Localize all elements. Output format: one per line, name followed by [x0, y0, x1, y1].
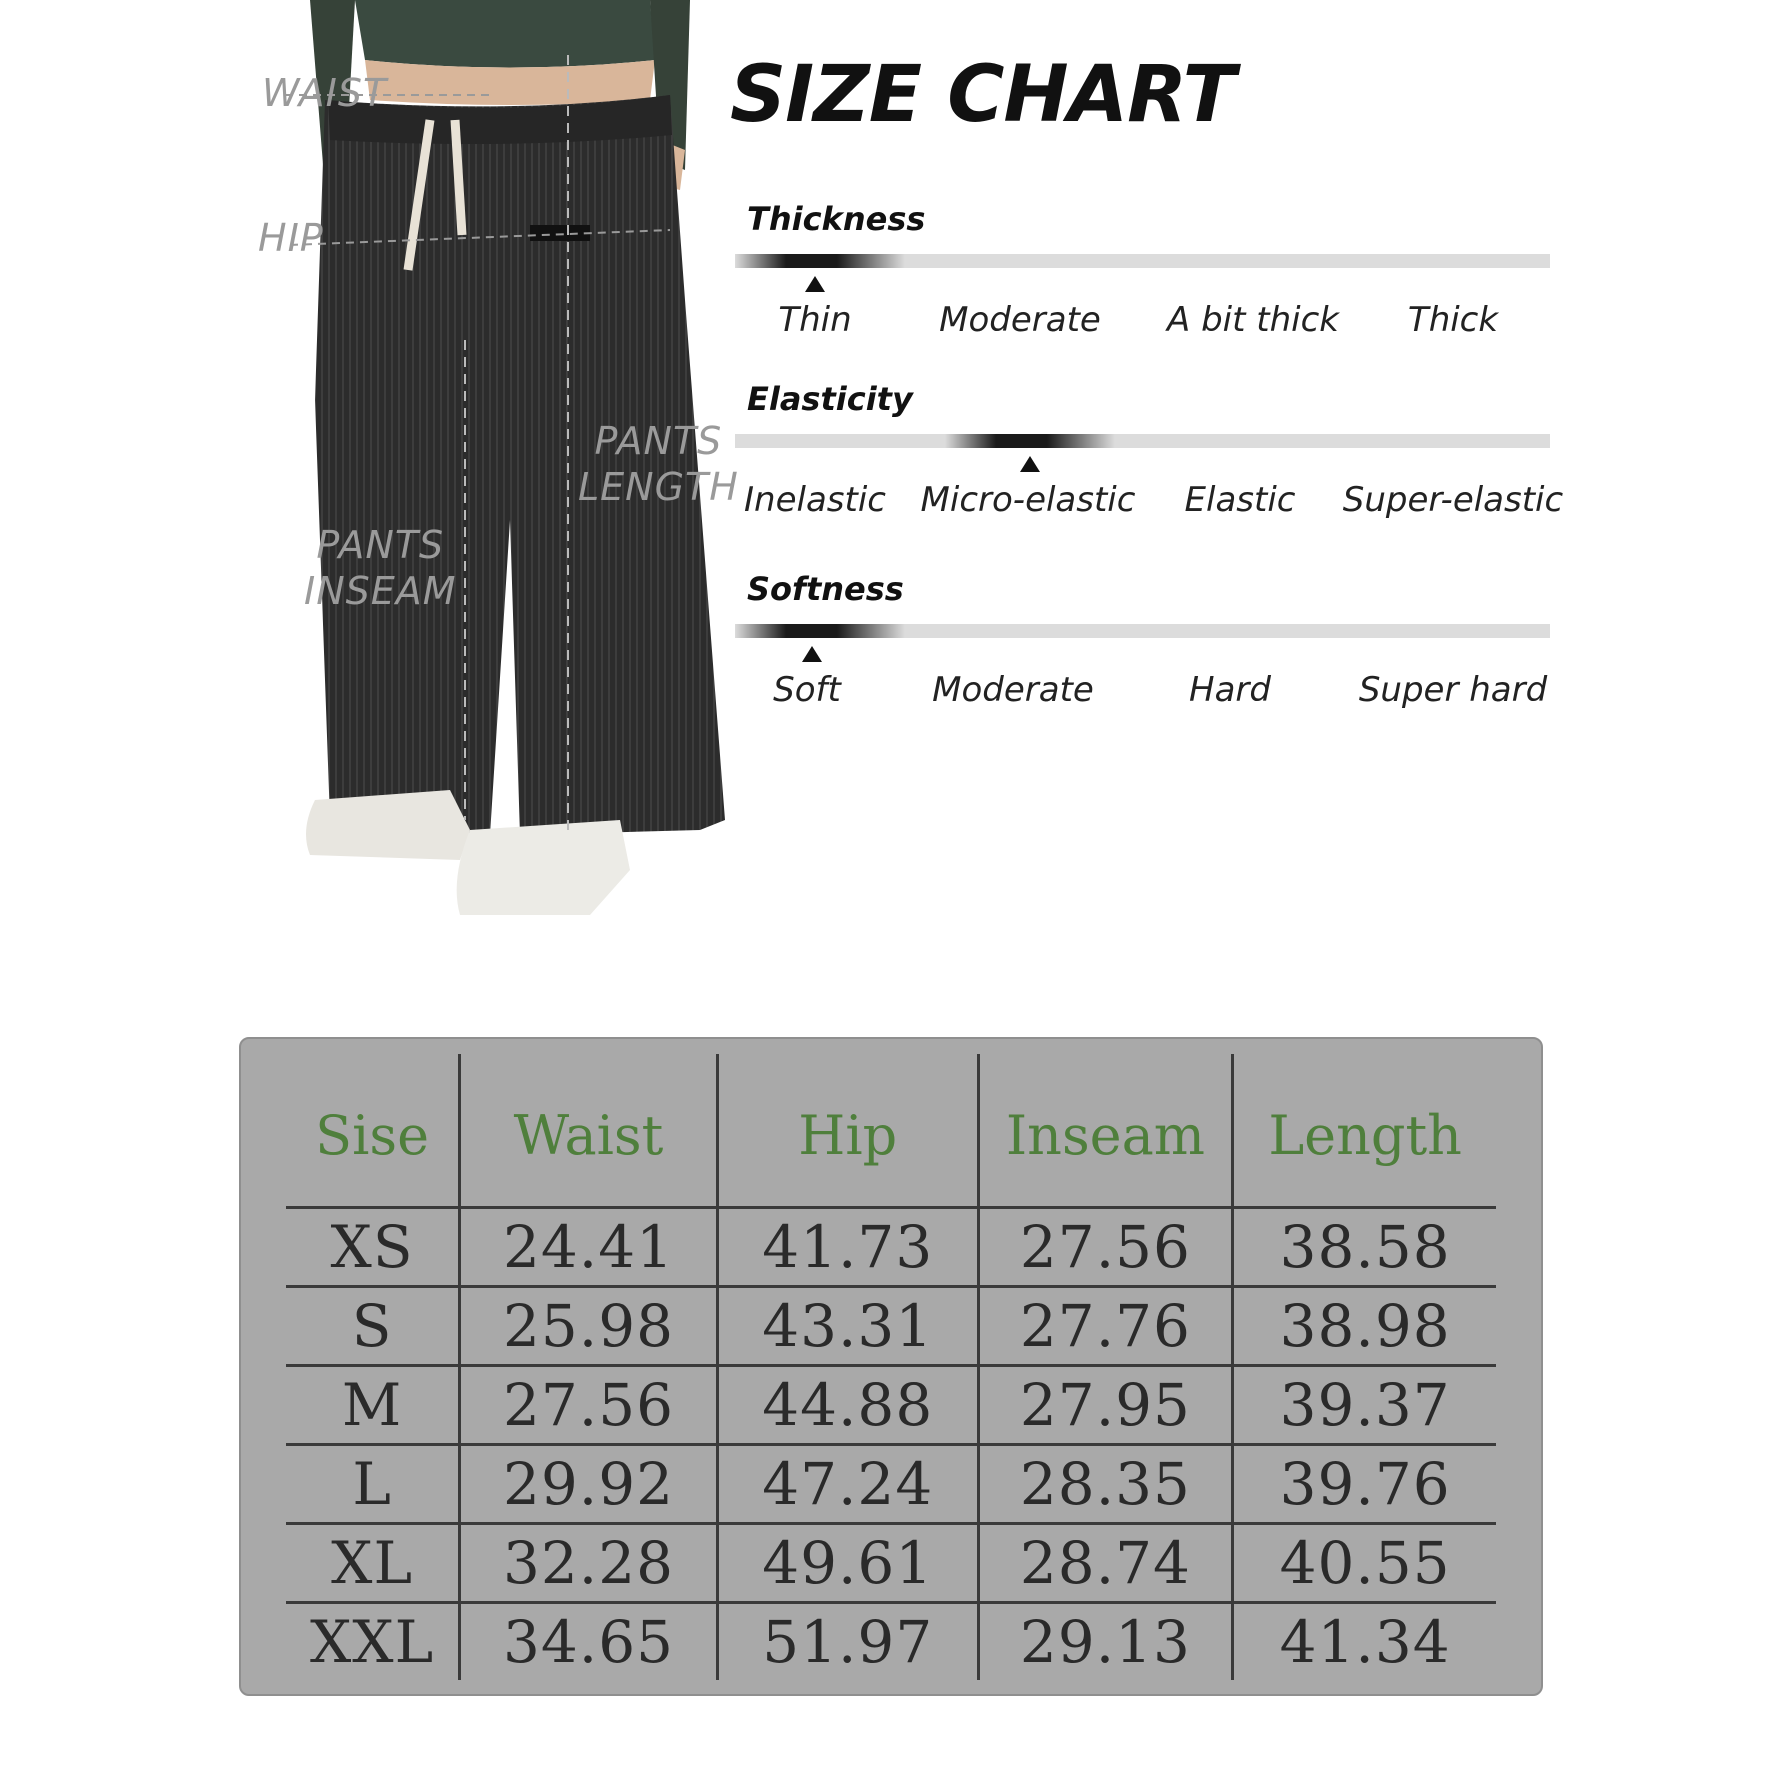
scale-title: Elasticity	[747, 380, 913, 418]
waist-cell: 32.28	[461, 1525, 719, 1601]
length-cell: 38.98	[1279, 1292, 1451, 1360]
size-table-grid	[286, 1054, 1496, 1680]
table-row	[286, 1288, 1496, 1367]
inseam-cell: 28.74	[980, 1525, 1235, 1601]
waist-cell: 27.56	[461, 1367, 719, 1443]
waist-cell: 34.65	[461, 1604, 719, 1680]
triangle-up-icon	[802, 646, 822, 662]
table-row	[286, 1446, 1496, 1525]
inseam-cell: 27.56	[980, 1209, 1235, 1285]
scale-option: A bit thick	[1167, 300, 1339, 340]
scale-option: Moderate	[932, 670, 1094, 710]
size-cell: XS	[286, 1209, 461, 1285]
hip-cell: 44.88	[719, 1367, 980, 1443]
inseam-cell: 27.95	[980, 1367, 1235, 1443]
waist-cell: 24.41	[461, 1209, 719, 1285]
length-cell: 38.58	[1279, 1213, 1451, 1281]
header-hip: Hip	[719, 1054, 980, 1206]
scale-option: Super hard	[1358, 670, 1548, 710]
inseam-cell: 29.13	[980, 1604, 1235, 1680]
size-table	[239, 1037, 1543, 1696]
scale-title: Thickness	[747, 200, 926, 238]
scale-option: Soft	[773, 670, 841, 710]
table-row	[286, 1209, 1496, 1288]
scale-option: Thick	[1407, 300, 1499, 340]
size-cell: S	[286, 1288, 461, 1364]
length-cell: 39.76	[1279, 1450, 1451, 1518]
header-size: Sise	[286, 1054, 461, 1206]
table-row	[286, 1604, 1496, 1680]
size-cell: M	[286, 1367, 461, 1443]
triangle-up-icon	[1020, 456, 1040, 472]
waist-cell: 25.98	[461, 1288, 719, 1364]
scale-option: Inelastic	[744, 480, 886, 520]
hip-cell: 41.73	[719, 1209, 980, 1285]
size-cell: XXL	[286, 1604, 461, 1680]
length-cell: 40.55	[1279, 1529, 1451, 1597]
scale-level-indicator	[945, 434, 1115, 448]
pants-inseam-label	[304, 522, 457, 614]
scale-option: Elastic	[1184, 480, 1296, 520]
pants-inseam-label-line1: PANTS	[316, 523, 445, 567]
hip-cell: 47.24	[719, 1446, 980, 1522]
hip-cell: 51.97	[719, 1604, 980, 1680]
inseam-cell: 27.76	[980, 1288, 1235, 1364]
header-waist: Waist	[461, 1054, 719, 1206]
triangle-up-icon	[805, 276, 825, 292]
scale-title: Softness	[747, 570, 904, 608]
scale-level-indicator	[735, 254, 905, 268]
header-inseam: Inseam	[980, 1054, 1235, 1206]
pants-length-label-line1: PANTS	[594, 419, 723, 463]
scale-option: Super-elastic	[1342, 480, 1564, 520]
length-cell: 39.37	[1279, 1371, 1451, 1439]
inseam-cell: 28.35	[980, 1446, 1235, 1522]
scale-option: Moderate	[939, 300, 1101, 340]
scale-option: Micro-elastic	[920, 480, 1136, 520]
table-row	[286, 1525, 1496, 1604]
scale-track	[735, 434, 1550, 448]
waist-label: WAIST	[262, 71, 388, 115]
scale-option: Thin	[778, 300, 852, 340]
pants-inseam-label-line2: INSEAM	[304, 569, 457, 613]
scale-level-indicator	[735, 624, 905, 638]
size-cell: XL	[286, 1525, 461, 1601]
hip-cell: 43.31	[719, 1288, 980, 1364]
size-chart-title: SIZE CHART	[730, 50, 1235, 140]
size-cell: L	[286, 1446, 461, 1522]
table-header-row	[286, 1054, 1496, 1209]
pants-length-label-line2: LENGTH	[578, 465, 739, 509]
hip-label: HIP	[258, 216, 324, 260]
header-length: Length	[1268, 1103, 1462, 1167]
hip-cell: 49.61	[719, 1525, 980, 1601]
length-cell: 41.34	[1279, 1608, 1451, 1676]
waist-cell: 29.92	[461, 1446, 719, 1522]
scale-option: Hard	[1189, 670, 1271, 710]
pants-length-label	[578, 418, 739, 510]
table-row	[286, 1367, 1496, 1446]
